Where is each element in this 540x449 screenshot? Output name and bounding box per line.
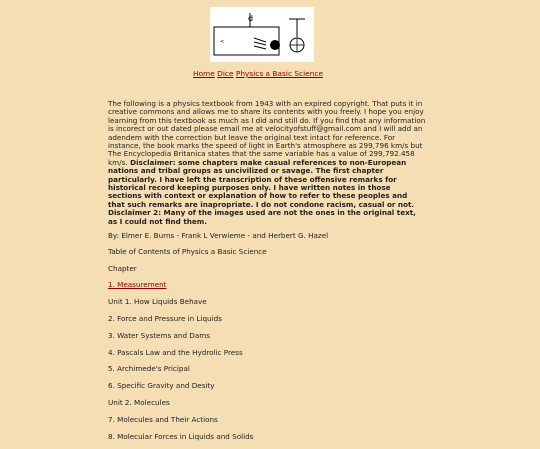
authors-line: By: Elmer E. Burns - Frank L Verwieme - and Herbert G. Hazel (108, 231, 329, 241)
toc-item: Unit 2. Molecules (108, 398, 170, 408)
disclaimer-text: Disclaimer: some chapters make casual references to non-European nations and tribal groups as uncivilized or savage. The first chapter particularly. I have left the transcription of these offensive remarks for historical record keeping purposes only. I have written notes in those sections with context or explanation of how to refer to these peoples and that such remarks are inapropriate. I do not condone racism, casual or not. Disclaimer 2: Many of the images used are not the ones in the original text, as I could not find them. (108, 157, 416, 226)
toc-item: 4. Pascals Law and the Hydrolic Press (108, 347, 243, 357)
toc-item: 5. Archimede's Pricipal (108, 364, 190, 374)
toc-item: 2. Force and Pressure in Liquids (108, 314, 222, 324)
toc-item: 7. Molecules and Their Actions (108, 414, 218, 424)
toc-item: Unit 1. How Liquids Behave (108, 297, 207, 307)
toc-item: 6. Specific Gravity and Desity (108, 381, 215, 391)
site-nav (0, 69, 516, 78)
svg-text:<: < (220, 39, 225, 45)
toc-item (108, 281, 426, 290)
intro-paragraph (108, 100, 426, 226)
site-logo[interactable] (210, 7, 314, 62)
intro-text: The following is a physics textbook from 1943 with an expired copyright. That puts it in creative commons and allows me to share its contents with you freely. I hope you enjoy learning from this textbook as much as I did and still do. If you find that any information is incorect or out dated please email me at velocityofstuff@gmail.com and I will add an adendem with the correction but leave the original text intact for reference. For instance, the book marks the speed of light in Earth's atmosphere as 299,796 km/s but The Encyclopedia Britanica states that the same variable has a value of 299,792.458 km/s. (108, 99, 426, 167)
nav-home-link[interactable]: Home (192, 69, 215, 78)
main-content (108, 100, 426, 449)
nav-dice-link[interactable]: Dice (217, 69, 234, 78)
physics-diagram-icon (210, 7, 314, 62)
nav-physics-link[interactable]: Physics a Basic Science (235, 69, 324, 78)
toc-item: 8. Molecular Forces in Liquids and Solids (108, 431, 254, 441)
toc-title: Table of Contents of Physics a Basic Science (108, 246, 267, 256)
toc-link-measurement[interactable]: 1. Measurement (108, 280, 167, 290)
svg-text:d: d (248, 14, 254, 23)
toc-item: 3. Water Systems and Dams (108, 330, 210, 340)
chapter-heading: Chapter (108, 263, 137, 273)
